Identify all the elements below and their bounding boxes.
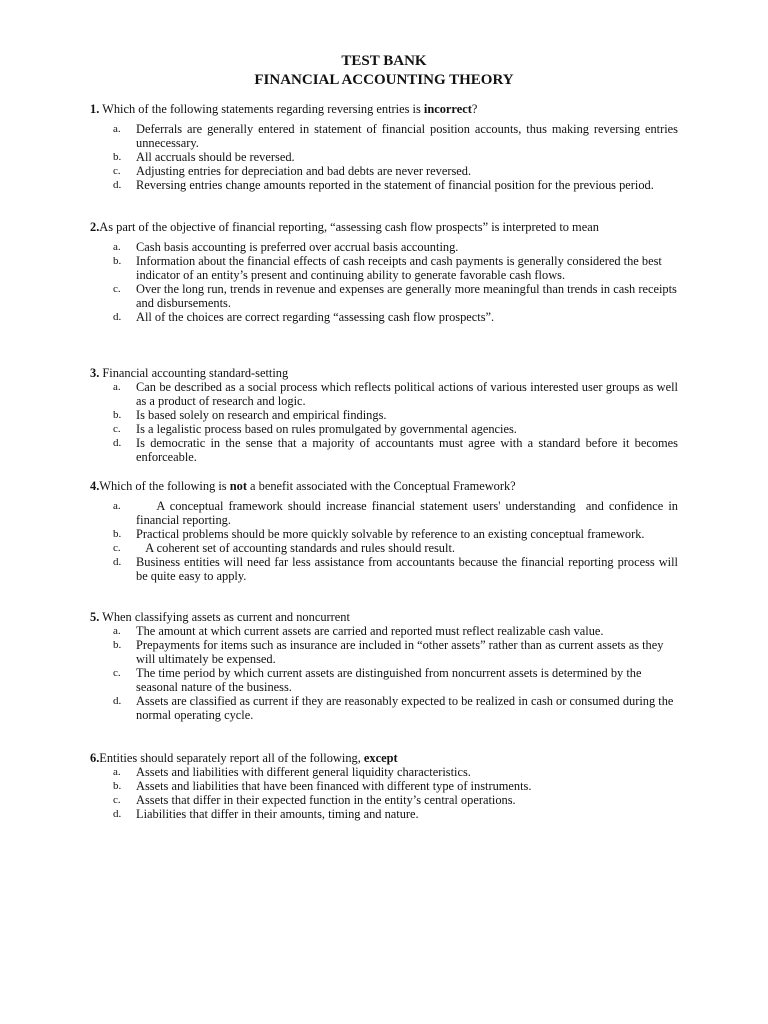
question-stem — [90, 610, 678, 624]
question-number: 6. — [90, 751, 100, 765]
choice-letter: d. — [113, 437, 122, 449]
choice-c — [90, 666, 678, 694]
title-line-1: TEST BANK — [341, 53, 427, 69]
choice-a — [90, 240, 678, 254]
choice-letter: c. — [113, 283, 121, 295]
choice-c — [90, 164, 678, 178]
stem-text: Financial accounting standard-setting — [99, 366, 289, 380]
choice-letter: b. — [113, 409, 122, 421]
choice-list — [90, 499, 682, 583]
question-number: 1. — [90, 102, 100, 116]
choice-a — [90, 380, 678, 408]
choice-text: Cash basis accounting is preferred over accrual basis accounting. — [136, 240, 459, 254]
choice-d — [90, 694, 678, 722]
choice-text: Assets are classified as current if they are reasonably expected to be realized in cash or consumed during the normal operating cycle. — [136, 694, 674, 722]
question-stem — [90, 102, 678, 116]
question-stem — [90, 220, 678, 234]
choice-b — [90, 638, 678, 666]
question-number: 3. — [90, 366, 100, 380]
question-number: 5. — [90, 610, 100, 624]
choice-b — [90, 408, 678, 422]
choice-letter: c. — [113, 423, 121, 435]
stem-emphasis: not — [229, 479, 247, 493]
choice-c — [90, 793, 678, 807]
choice-text: Is based solely on research and empirical findings. — [136, 408, 387, 422]
choice-text: Information about the financial effects of cash receipts and cash payments is generally considered the best indicator of an entity’s present and continuing ability to generate favorable cash flows. — [136, 254, 662, 282]
question-3 — [90, 366, 678, 464]
choice-text: Can be described as a social process which reflects political actions of various interested user groups as well as a product of research and logic. — [136, 380, 678, 408]
choice-letter: d. — [113, 311, 122, 323]
choice-text: All accruals should be reversed. — [136, 150, 295, 164]
choice-a — [90, 122, 678, 150]
question-stem — [90, 479, 678, 493]
choice-c — [90, 282, 678, 310]
choice-text: Deferrals are generally entered in statement of financial position accounts, thus making reversing entries unnecessary. — [136, 122, 678, 150]
title-line-2: FINANCIAL ACCOUNTING THEORY — [254, 72, 514, 88]
choice-text: All of the choices are correct regarding “assessing cash flow prospects”. — [136, 310, 495, 324]
choice-text: Liabilities that differ in their amounts, timing and nature. — [136, 807, 419, 821]
choice-letter: a. — [113, 625, 121, 637]
choice-letter: a. — [113, 500, 121, 512]
choice-b — [90, 779, 678, 793]
stem-text: Which of the following statements regarding reversing entries is — [99, 102, 424, 116]
choice-text: The amount at which current assets are carried and reported must reflect realizable cash value. — [136, 624, 604, 638]
stem-text: Entities should separately report all of the following, — [99, 751, 364, 765]
choice-letter: b. — [113, 151, 122, 163]
choice-letter: b. — [113, 255, 122, 267]
choice-letter: c. — [113, 667, 121, 679]
choice-letter: a. — [113, 123, 121, 135]
choice-list — [90, 240, 678, 324]
choice-letter: d. — [113, 808, 122, 820]
choice-letter: a. — [113, 241, 121, 253]
question-stem — [90, 751, 678, 765]
question-number: 4. — [90, 479, 100, 493]
choice-d — [90, 807, 678, 821]
choice-list — [90, 624, 678, 722]
choice-list — [90, 765, 678, 821]
choice-c — [90, 541, 678, 555]
choice-text: Assets and liabilities with different general liquidity characteristics. — [136, 765, 471, 779]
question-5 — [90, 610, 678, 722]
choice-b — [90, 527, 678, 541]
choice-text: A coherent set of accounting standards and rules should result. — [136, 541, 455, 555]
choice-text: Business entities will need far less assistance from accountants because the financial reporting process will be quite easy to apply. — [136, 555, 678, 583]
choice-text: A conceptual framework should increase financial statement users' understanding and confidence in financial reporting. — [136, 499, 682, 527]
stem-text-end: a benefit associated with the Conceptual Framework? — [246, 479, 516, 493]
stem-text: Which of the following is — [99, 479, 230, 493]
question-6 — [90, 751, 678, 821]
choice-letter: c. — [113, 542, 121, 554]
choice-d — [90, 555, 678, 583]
choice-b — [90, 150, 678, 164]
question-1 — [90, 102, 678, 192]
choice-c — [90, 422, 678, 436]
choice-letter: b. — [113, 639, 122, 651]
choice-a — [90, 624, 678, 638]
question-stem — [90, 366, 678, 380]
choice-text: Adjusting entries for depreciation and bad debts are never reversed. — [136, 164, 472, 178]
choice-letter: d. — [113, 179, 122, 191]
choice-letter: a. — [113, 381, 121, 393]
choice-d — [90, 178, 678, 192]
choice-letter: c. — [113, 165, 121, 177]
choice-text: Assets and liabilities that have been financed with different type of instruments. — [136, 779, 532, 793]
choice-text: Is a legalistic process based on rules promulgated by governmental agencies. — [136, 422, 517, 436]
choice-letter: c. — [113, 794, 121, 806]
question-number: 2. — [90, 220, 100, 234]
choice-d — [90, 310, 678, 324]
choice-text: Assets that differ in their expected function in the entity’s central operations. — [136, 793, 516, 807]
choice-d — [90, 436, 678, 464]
choice-letter: a. — [113, 766, 121, 778]
choice-letter: d. — [113, 695, 122, 707]
question-2 — [90, 220, 678, 324]
stem-emphasis: except — [363, 751, 398, 765]
choice-list — [90, 122, 678, 192]
choice-text: Is democratic in the sense that a majority of accountants must agree with a standard before it becomes enforceable. — [136, 436, 678, 464]
choice-letter: b. — [113, 780, 122, 792]
choice-text: Over the long run, trends in revenue and expenses are generally more meaningful than trends in cash receipts and disbursements. — [136, 282, 677, 310]
choice-text: The time period by which current assets are distinguished from noncurrent assets is determined by the seasonal nature of the business. — [136, 666, 642, 694]
choice-text: Prepayments for items such as insurance are included in “other assets” rather than as current assets as they will ultimately be expensed. — [136, 638, 664, 666]
choice-list — [90, 380, 678, 464]
choice-letter: d. — [113, 556, 122, 568]
choice-a — [90, 765, 678, 779]
stem-text-end: ? — [471, 102, 478, 116]
question-4 — [90, 479, 682, 583]
choice-text: Practical problems should be more quickly solvable by reference to an existing conceptual framework. — [136, 527, 645, 541]
stem-emphasis: incorrect — [423, 102, 472, 116]
choice-a — [90, 499, 682, 527]
choice-b — [90, 254, 678, 282]
choice-text: Reversing entries change amounts reported in the statement of financial position for the previous period. — [136, 178, 654, 192]
choice-letter: b. — [113, 528, 122, 540]
stem-text: When classifying assets as current and noncurrent — [99, 610, 350, 624]
stem-text: As part of the objective of financial reporting, “assessing cash flow prospects” is interpreted to mean — [99, 220, 599, 234]
